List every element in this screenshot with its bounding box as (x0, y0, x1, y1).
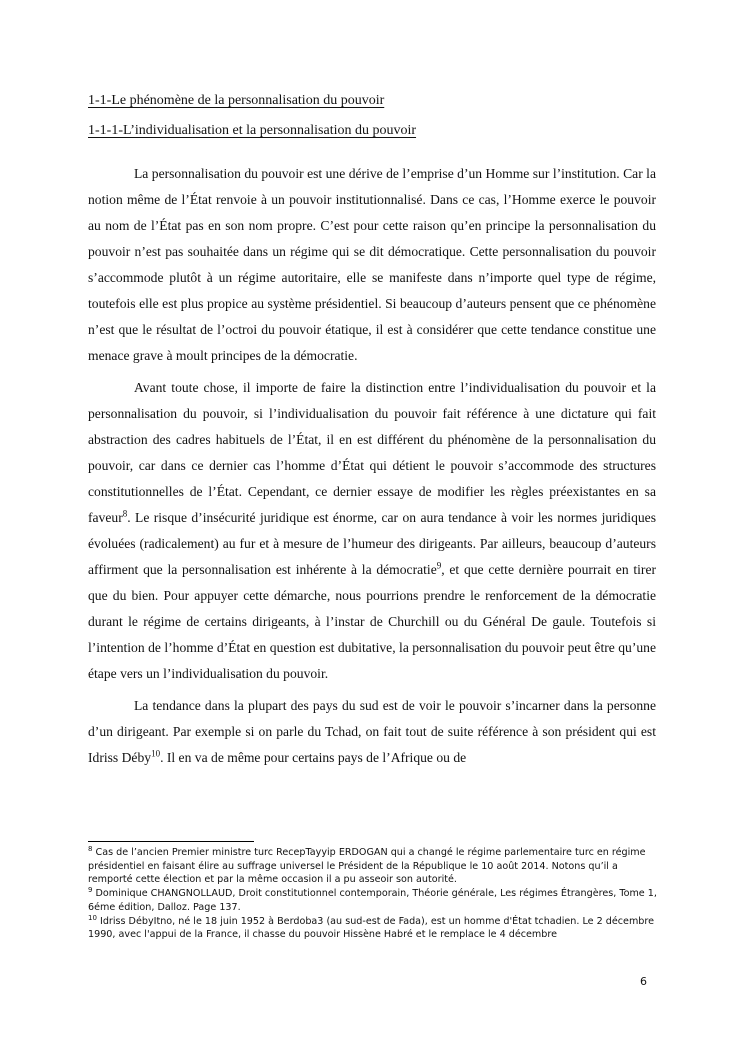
paragraph-2-text-a: Avant toute chose, il importe de faire la distinction entre l’individualisation du pouvoir et la personnalisation du pouvoir, si l’individualisation du pouvoir fait référence à une dictature qui fait abstraction des cadres habituels de l’État, il en est différent du phénomène de la personnalisation du pouvoir, car dans ce dernier cas l’homme d’État qui détient le pouvoir s’accommode des structures constitutionnelles de l’État. Cependant, ce dernier essaye de modifier les règles préexistantes en sa faveur (88, 380, 656, 525)
paragraph-3 (88, 693, 656, 771)
subsection-heading: 1-1-1-L’individualisation et la personnalisation du pouvoir (88, 123, 417, 138)
footnote-8 (88, 846, 660, 887)
footnote-10 (88, 915, 660, 942)
footnote-ref-8[interactable]: 8 (122, 508, 128, 519)
paragraph-2 (88, 375, 656, 687)
paragraph-2-text-c: , et que cette dernière pourrait en tirer que du bien. Pour appuyer cette démarche, nous pourrions prendre le renforcement de la démocratie durant le régime de certains dirigeants, à l’instar de Churchill ou du Général De gaule. Toutefois si l’intention de l’homme d’État en question est dubitative, la personnalisation du pouvoir peut être qu’une étape vers un l’individualisation du pouvoir. (88, 562, 656, 681)
footnote-number: 8 (88, 844, 93, 853)
footnote-9 (88, 887, 660, 914)
paragraph-2-text-b: . Le risque d’insécurité juridique est énorme, car on aura tendance à voir les normes juridiques évoluées (radicalement) au fur et à mesure de l’humeur des dirigeants. Par ailleurs, beaucoup d’auteurs affirment que la personnalisation est inhérente à la démocratie (88, 510, 656, 577)
footnotes (88, 846, 660, 942)
footnote-ref-9[interactable]: 9 (436, 560, 442, 571)
paragraph-3-text-a: La tendance dans la plupart des pays du sud est de voir le pouvoir s’incarner dans la personne d’un dirigeant. Par exemple si on parle du Tchad, on fait tout de suite référence à son président qui est Idriss Déby (88, 698, 656, 765)
footnote-separator (88, 841, 254, 842)
page-number: 6 (640, 975, 647, 988)
footnote-number: 9 (88, 885, 93, 894)
paragraph-1 (88, 161, 656, 369)
footnote-number: 10 (88, 913, 97, 922)
section-heading: 1-1-Le phénomène de la personnalisation du pouvoir (88, 93, 385, 108)
footnote-text: Dominique CHANGNOLLAUD, Droit constitutionnel contemporain, Théorie générale, Les régimes Étrangères, Tome 1, 6éme édition, Dalloz. Page 137. (88, 888, 657, 913)
footnote-text: Cas de l’ancien Premier ministre turc RecepTayyip ERDOGAN qui a changé le régime parlementaire turc en régime présidentiel en faisant élire au suffrage universel le Président de la République le 10 août 2014. Notons qu’il a remporté cette élection et par la même occasion il a pu asseoir son autorité. (88, 847, 646, 886)
footnote-ref-10[interactable]: 10 (151, 748, 161, 759)
body-text (88, 161, 656, 771)
paragraph-3-text-b: . Il en va de même pour certains pays de l’Afrique ou de (160, 750, 467, 765)
paragraph-1-text: La personnalisation du pouvoir est une dérive de l’emprise d’un Homme sur l’institution. Car la notion même de l’État renvoie à un pouvoir institutionnalisé. Dans ce cas, l’Homme exerce le pouvoir au nom de l’État pas en son nom propre. C’est pour cette raison qu’en principe la personnalisation du pouvoir n’est pas souhaitée dans un régime qui se dit démocratique. Cette personnalisation du pouvoir s’accommode plutôt à un régime autoritaire, elle se manifeste dans n’importe quel type de régime, toutefois elle est plus propice au système présidentiel. Si beaucoup d’auteurs pensent que ce phénomène n’est que le résultat de l’octroi du pouvoir étatique, il est à considérer que cette tendance constitue une menace grave à moult principes de la démocratie. (88, 166, 656, 363)
footnote-text: Idriss DébyItno, né le 18 juin 1952 à Berdoba3 (au sud-est de Fada), est un homme d'État tchadien. Le 2 décembre 1990, avec l'appui de la France, il chasse du pouvoir Hissène Habré et le remplace le 4 décembre (88, 915, 655, 941)
